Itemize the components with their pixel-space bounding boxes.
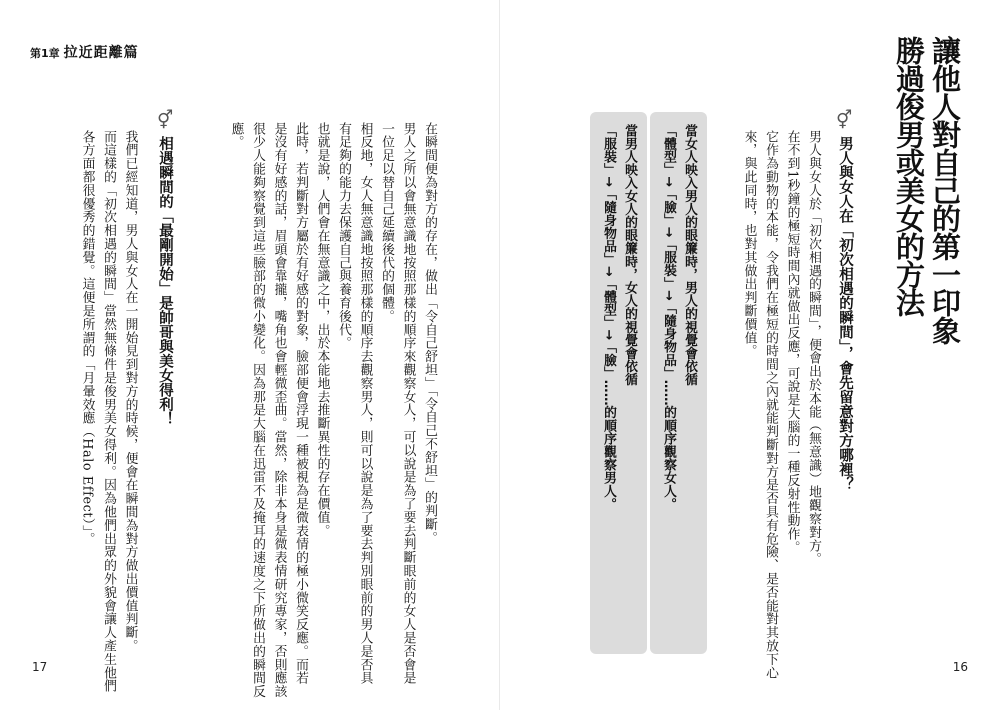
body-line: 此時，若判斷對方屬於有好感的對象，臉部便會浮現一種被視為是微表情的極小微笑反應。而若	[293, 122, 308, 685]
callout-box-men	[650, 112, 707, 654]
page-subtitle: 勝過俊男或美女的方法	[892, 36, 926, 316]
callout-box-women	[590, 112, 647, 654]
body-line: 有足夠的能力去保護自己與養育後代。	[336, 122, 351, 350]
body-line: 男人與女人於「初次相遇的瞬間」，便會出於本能（無意識）地觀察對方。	[806, 130, 821, 566]
callout-line: 當女人映入男人的眼簾時，男人的視覺會依循	[682, 124, 697, 386]
section2-body-text	[76, 130, 141, 693]
body-line: 我們已經知道，男人與女人在一開始見到對方的時候，便會在瞬間為對方做出價值判斷。	[122, 130, 138, 653]
callout-line: 「服裝」→「隨身物品」→「體型」→「臉」……的順序觀察男人。	[601, 124, 616, 511]
page-title: 讓他人對自己的第一印象	[928, 36, 962, 344]
page-number: 16	[952, 660, 968, 674]
gender-icon: ⚥	[157, 110, 174, 131]
body-line: 也就是說，人們會在無意識之中，出於本能地去推斷異性的存在價值。	[314, 122, 330, 538]
body-line: 一位足以替自己延續後代的個體。	[379, 122, 394, 323]
body-line: 是沒有好感的話，眉頭會靠攏，嘴角也會輕微歪曲。當然，除非本身是微表情研究專家，否則應該	[271, 122, 287, 699]
body-line: 在瞬間便為對方的存在，做出「令自己舒坦」「令自己不舒坦」的判斷。	[422, 122, 437, 545]
body-line: 而這樣的「初次相遇的瞬間」當然無條件是俊男美女得利。因為他們出眾的外貌會讓人產生他們	[101, 130, 116, 693]
body-line: 應。	[228, 122, 244, 149]
callout-line: 當男人映入女人的眼簾時，女人的視覺會依循	[622, 124, 637, 386]
body-line: 在不到1秒鐘的極短時間內就做出反應，可說是大腦的一種反射性動作。	[784, 130, 800, 555]
gender-icon: ⚥	[836, 110, 853, 131]
body-line: 來，與此同時，也對其做出判斷價值。	[741, 130, 757, 358]
chapter-number: 第1章	[30, 47, 60, 60]
page-number: 17	[32, 660, 48, 674]
section-heading-halo: 相遇瞬間的「最剛開始」是帥哥與美女得利！	[156, 136, 173, 426]
body-line: 它作為動物的本能，令我們在極短的時間之內就能判斷對方是否具有危險、是否能對其放下心	[763, 130, 778, 680]
body-line: 各方面都很優秀的錯覺。這便是所謂的「月暈效應（Halo Effect）」。	[79, 130, 95, 546]
section1-body-text	[738, 130, 824, 679]
body-line: 很少人能夠察覺到這些臉部的微小變化。因為那是大腦在迅雷不及掩耳的速度之下所做出的瞬間反	[250, 122, 265, 699]
chapter-name: 拉近距離篇	[63, 45, 139, 61]
chapter-label	[30, 42, 139, 62]
body-line: 相反地，女人無意識地按照那樣的順序去觀察男人，則可以說是為了要去判別眼前的男人是否具	[357, 122, 373, 685]
body-line: 男人之所以會無意識地按照那樣的順序來觀察女人，可以說是為了要去判斷眼前的女人是否會是	[400, 122, 416, 685]
left-body-text	[225, 122, 440, 698]
right-page	[500, 0, 1000, 710]
callout-line: 「體型」→「臉」→「服裝」→「隨身物品」……的順序觀察女人。	[661, 124, 676, 511]
section-heading-first-meeting: 男人與女人在「初次相遇的瞬間」，會先留意對方哪裡？	[836, 136, 853, 492]
callout-text	[598, 124, 640, 511]
callout-text	[658, 124, 700, 511]
